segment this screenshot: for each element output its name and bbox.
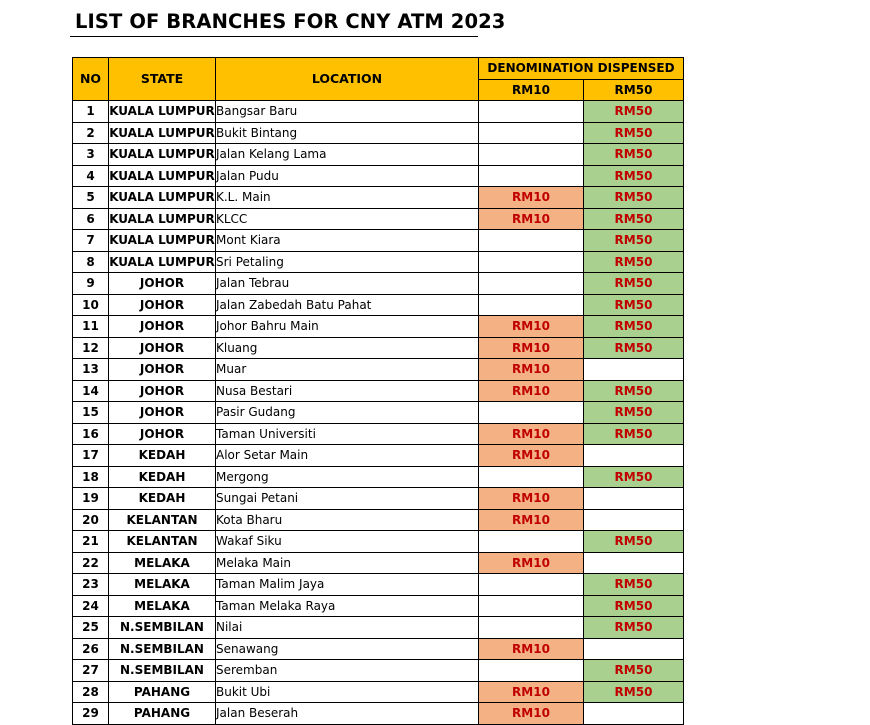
- row-rm10: [479, 574, 584, 596]
- table-row: [73, 617, 684, 639]
- row-location: Melaka Main: [216, 552, 479, 574]
- row-state: JOHOR: [109, 359, 216, 381]
- row-location: Bukit Ubi: [216, 681, 479, 703]
- row-state: N.SEMBILAN: [109, 638, 216, 660]
- row-rm10: [479, 531, 584, 553]
- row-number: 6: [73, 208, 109, 230]
- row-rm50: RM50: [584, 531, 684, 553]
- row-rm50: RM50: [584, 144, 684, 166]
- row-rm50: RM50: [584, 101, 684, 123]
- row-rm50: RM50: [584, 294, 684, 316]
- row-state: JOHOR: [109, 380, 216, 402]
- row-state: JOHOR: [109, 316, 216, 338]
- row-number: 12: [73, 337, 109, 359]
- row-number: 8: [73, 251, 109, 273]
- table-row: [73, 552, 684, 574]
- row-location: Seremban: [216, 660, 479, 682]
- header-no: NO: [73, 58, 109, 101]
- row-rm50: RM50: [584, 316, 684, 338]
- row-location: Sri Petaling: [216, 251, 479, 273]
- row-rm50: RM50: [584, 337, 684, 359]
- row-rm50: [584, 509, 684, 531]
- row-rm10: RM10: [479, 703, 584, 725]
- row-location: Senawang: [216, 638, 479, 660]
- row-number: 10: [73, 294, 109, 316]
- table-row: [73, 595, 684, 617]
- row-number: 28: [73, 681, 109, 703]
- row-location: Jalan Zabedah Batu Pahat: [216, 294, 479, 316]
- table-row: [73, 466, 684, 488]
- table-row: [73, 488, 684, 510]
- row-rm50: RM50: [584, 165, 684, 187]
- row-number: 16: [73, 423, 109, 445]
- title-underline: [70, 36, 478, 37]
- table-row: [73, 208, 684, 230]
- row-number: 7: [73, 230, 109, 252]
- row-rm50: [584, 488, 684, 510]
- row-rm10: [479, 660, 584, 682]
- row-rm50: RM50: [584, 660, 684, 682]
- row-rm10: [479, 273, 584, 295]
- table-row: [73, 359, 684, 381]
- table-row: [73, 402, 684, 424]
- row-rm50: [584, 638, 684, 660]
- row-number: 26: [73, 638, 109, 660]
- row-location: Jalan Tebrau: [216, 273, 479, 295]
- row-rm10: [479, 402, 584, 424]
- row-number: 2: [73, 122, 109, 144]
- row-rm10: RM10: [479, 509, 584, 531]
- row-number: 23: [73, 574, 109, 596]
- row-location: KLCC: [216, 208, 479, 230]
- row-state: JOHOR: [109, 294, 216, 316]
- row-rm10: [479, 165, 584, 187]
- row-rm10: RM10: [479, 552, 584, 574]
- row-state: PAHANG: [109, 681, 216, 703]
- row-location: Jalan Pudu: [216, 165, 479, 187]
- table-row: [73, 187, 684, 209]
- row-location: Bukit Bintang: [216, 122, 479, 144]
- row-state: KUALA LUMPUR: [109, 230, 216, 252]
- row-rm10: RM10: [479, 337, 584, 359]
- row-state: KUALA LUMPUR: [109, 251, 216, 273]
- row-number: 4: [73, 165, 109, 187]
- row-number: 22: [73, 552, 109, 574]
- row-state: N.SEMBILAN: [109, 617, 216, 639]
- row-rm10: [479, 144, 584, 166]
- row-state: MELAKA: [109, 574, 216, 596]
- row-location: Nusa Bestari: [216, 380, 479, 402]
- row-rm50: RM50: [584, 251, 684, 273]
- row-rm10: RM10: [479, 380, 584, 402]
- row-number: 13: [73, 359, 109, 381]
- row-number: 9: [73, 273, 109, 295]
- row-location: Bangsar Baru: [216, 101, 479, 123]
- row-rm50: RM50: [584, 595, 684, 617]
- row-rm10: RM10: [479, 445, 584, 467]
- row-rm10: [479, 617, 584, 639]
- row-number: 25: [73, 617, 109, 639]
- row-rm10: RM10: [479, 488, 584, 510]
- row-number: 21: [73, 531, 109, 553]
- table-row: [73, 165, 684, 187]
- row-state: PAHANG: [109, 703, 216, 725]
- row-rm50: RM50: [584, 466, 684, 488]
- row-state: KUALA LUMPUR: [109, 122, 216, 144]
- row-rm10: [479, 466, 584, 488]
- row-rm50: RM50: [584, 617, 684, 639]
- row-location: Sungai Petani: [216, 488, 479, 510]
- page-title: LIST OF BRANCHES FOR CNY ATM 2023: [75, 10, 506, 33]
- row-state: KUALA LUMPUR: [109, 187, 216, 209]
- table-row: [73, 294, 684, 316]
- row-rm10: RM10: [479, 638, 584, 660]
- table-row: [73, 638, 684, 660]
- row-location: Muar: [216, 359, 479, 381]
- row-rm10: [479, 251, 584, 273]
- row-location: Mont Kiara: [216, 230, 479, 252]
- row-state: MELAKA: [109, 595, 216, 617]
- table-row: [73, 337, 684, 359]
- row-rm50: RM50: [584, 574, 684, 596]
- row-rm50: RM50: [584, 681, 684, 703]
- row-number: 5: [73, 187, 109, 209]
- table-row: [73, 230, 684, 252]
- row-state: KEDAH: [109, 466, 216, 488]
- row-location: Pasir Gudang: [216, 402, 479, 424]
- table-row: [73, 101, 684, 123]
- row-location: Alor Setar Main: [216, 445, 479, 467]
- table-row: [73, 445, 684, 467]
- row-rm10: [479, 101, 584, 123]
- row-location: Taman Malim Jaya: [216, 574, 479, 596]
- row-state: KUALA LUMPUR: [109, 144, 216, 166]
- row-rm10: RM10: [479, 208, 584, 230]
- table-row: [73, 273, 684, 295]
- row-location: Jalan Beserah: [216, 703, 479, 725]
- row-state: KEDAH: [109, 445, 216, 467]
- row-rm50: [584, 445, 684, 467]
- table-row: [73, 144, 684, 166]
- row-number: 11: [73, 316, 109, 338]
- header-rm10: RM10: [479, 79, 584, 101]
- header-state: STATE: [109, 58, 216, 101]
- table-row: [73, 316, 684, 338]
- table-row: [73, 531, 684, 553]
- header-row: [73, 58, 684, 80]
- row-location: Nilai: [216, 617, 479, 639]
- row-state: JOHOR: [109, 402, 216, 424]
- row-rm10: [479, 230, 584, 252]
- row-number: 19: [73, 488, 109, 510]
- row-rm10: RM10: [479, 359, 584, 381]
- row-location: Wakaf Siku: [216, 531, 479, 553]
- row-rm10: RM10: [479, 681, 584, 703]
- row-rm10: [479, 595, 584, 617]
- row-rm50: RM50: [584, 230, 684, 252]
- row-state: JOHOR: [109, 337, 216, 359]
- row-rm50: RM50: [584, 273, 684, 295]
- row-rm10: RM10: [479, 423, 584, 445]
- row-state: JOHOR: [109, 273, 216, 295]
- row-state: MELAKA: [109, 552, 216, 574]
- row-rm50: [584, 359, 684, 381]
- row-location: Taman Melaka Raya: [216, 595, 479, 617]
- row-rm50: RM50: [584, 208, 684, 230]
- row-location: Kluang: [216, 337, 479, 359]
- branch-table: [72, 57, 684, 725]
- row-rm50: RM50: [584, 423, 684, 445]
- row-number: 14: [73, 380, 109, 402]
- row-state: KUALA LUMPUR: [109, 165, 216, 187]
- row-rm10: RM10: [479, 187, 584, 209]
- row-rm50: [584, 552, 684, 574]
- table-row: [73, 660, 684, 682]
- table-row: [73, 423, 684, 445]
- row-number: 27: [73, 660, 109, 682]
- header-rm50: RM50: [584, 79, 684, 101]
- row-rm10: [479, 294, 584, 316]
- row-location: Jalan Kelang Lama: [216, 144, 479, 166]
- row-state: KUALA LUMPUR: [109, 101, 216, 123]
- row-number: 29: [73, 703, 109, 725]
- row-state: KEDAH: [109, 488, 216, 510]
- table-row: [73, 122, 684, 144]
- header-denomination: DENOMINATION DISPENSED: [479, 58, 684, 80]
- row-number: 1: [73, 101, 109, 123]
- row-rm50: RM50: [584, 380, 684, 402]
- row-number: 20: [73, 509, 109, 531]
- row-location: Mergong: [216, 466, 479, 488]
- table-body: [73, 101, 684, 725]
- row-rm50: RM50: [584, 187, 684, 209]
- row-number: 3: [73, 144, 109, 166]
- row-number: 17: [73, 445, 109, 467]
- row-state: N.SEMBILAN: [109, 660, 216, 682]
- row-rm50: RM50: [584, 402, 684, 424]
- row-state: KELANTAN: [109, 531, 216, 553]
- row-location: K.L. Main: [216, 187, 479, 209]
- table-row: [73, 380, 684, 402]
- row-state: JOHOR: [109, 423, 216, 445]
- table-row: [73, 574, 684, 596]
- row-location: Johor Bahru Main: [216, 316, 479, 338]
- row-number: 24: [73, 595, 109, 617]
- row-number: 15: [73, 402, 109, 424]
- row-number: 18: [73, 466, 109, 488]
- row-rm50: RM50: [584, 122, 684, 144]
- table-row: [73, 509, 684, 531]
- header-location: LOCATION: [216, 58, 479, 101]
- row-location: Kota Bharu: [216, 509, 479, 531]
- table-row: [73, 681, 684, 703]
- row-rm10: [479, 122, 584, 144]
- row-state: KUALA LUMPUR: [109, 208, 216, 230]
- table-row: [73, 251, 684, 273]
- row-rm10: RM10: [479, 316, 584, 338]
- row-location: Taman Universiti: [216, 423, 479, 445]
- row-state: KELANTAN: [109, 509, 216, 531]
